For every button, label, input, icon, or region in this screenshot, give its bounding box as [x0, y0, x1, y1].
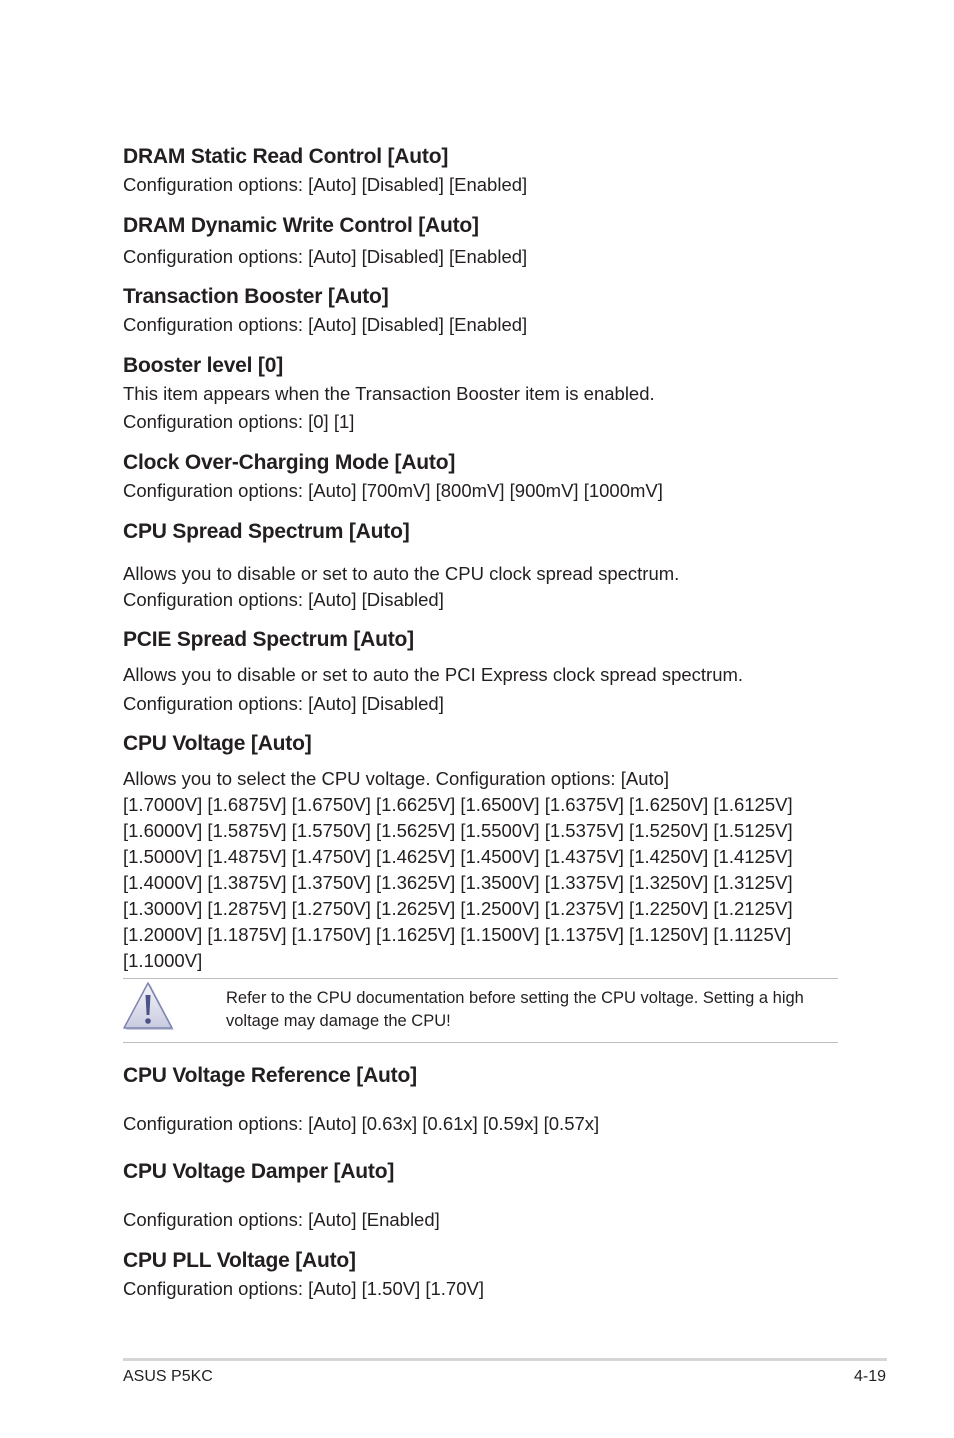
cpu-voltage-line: [1.7000V] [1.6875V] [1.6750V] [1.6625V] [1.6500V] [1.6375V] [1.6250V] [1.6125V] — [123, 794, 793, 815]
section-title-cpu-pll-voltage: CPU PLL Voltage [Auto] — [123, 1249, 356, 1272]
section-title-clock-over-charging: Clock Over-Charging Mode [Auto] — [123, 451, 456, 474]
section-title-cpu-spread-spectrum: CPU Spread Spectrum [Auto] — [123, 520, 410, 543]
caution-note-text — [226, 987, 838, 1033]
cpu-voltage-line: [1.5000V] [1.4875V] [1.4750V] [1.4625V] [1.4500V] [1.4375V] [1.4250V] [1.4125V] — [123, 846, 793, 867]
cpu-voltage-line: [1.4000V] [1.3875V] [1.3750V] [1.3625V] [1.3500V] [1.3375V] [1.3250V] [1.3125V] — [123, 872, 793, 893]
section-title-cpu-voltage-damper: CPU Voltage Damper [Auto] — [123, 1160, 395, 1183]
cpu-voltage-line: [1.2000V] [1.1875V] [1.1750V] [1.1625V] [1.1500V] [1.1375V] [1.1250V] [1.1125V] — [123, 924, 792, 945]
footer-product-name: ASUS P5KC — [123, 1368, 213, 1385]
section-text-cpu-voltage-damper: Configuration options: [Auto] [Enabled] — [123, 1209, 440, 1230]
section-text-dram-static-read: Configuration options: [Auto] [Disabled] [Enabled] — [123, 174, 528, 195]
section-text-dram-dynamic-write: Configuration options: [Auto] [Disabled] [Enabled] — [123, 246, 528, 267]
section-text-transaction-booster: Configuration options: [Auto] [Disabled] [Enabled] — [123, 314, 528, 335]
section-text-pcie-spread-spectrum-2: Configuration options: [Auto] [Disabled] — [123, 693, 444, 714]
section-text-booster-level-1: This item appears when the Transaction Booster item is enabled. — [123, 383, 655, 404]
section-title-dram-dynamic-write: DRAM Dynamic Write Control [Auto] — [123, 214, 479, 237]
section-title-pcie-spread-spectrum: PCIE Spread Spectrum [Auto] — [123, 628, 414, 651]
caution-note — [123, 978, 838, 1043]
section-title-cpu-voltage-reference: CPU Voltage Reference [Auto] — [123, 1064, 417, 1087]
section-text-pcie-spread-spectrum-1: Allows you to disable or set to auto the PCI Express clock spread spectrum. — [123, 664, 744, 685]
section-text-cpu-voltage-reference: Configuration options: [Auto] [0.63x] [0.61x] [0.59x] [0.57x] — [123, 1113, 600, 1134]
cpu-voltage-line: [1.3000V] [1.2875V] [1.2750V] [1.2625V] [1.2500V] [1.2375V] [1.2250V] [1.2125V] — [123, 898, 793, 919]
caution-note-line: voltage may damage the CPU! — [226, 1012, 451, 1030]
cpu-voltage-line: Allows you to select the CPU voltage. Configuration options: [Auto] — [123, 768, 670, 789]
section-title-cpu-voltage: CPU Voltage [Auto] — [123, 732, 312, 755]
section-text-cpu-spread-spectrum-1: Allows you to disable or set to auto the CPU clock spread spectrum. — [123, 563, 680, 584]
section-text-cpu-pll-voltage: Configuration options: [Auto] [1.50V] [1.70V] — [123, 1278, 484, 1299]
footer-page-number: 4-19 — [853, 1368, 886, 1385]
section-text-booster-level-2: Configuration options: [0] [1] — [123, 411, 355, 432]
section-text-clock-over-charging: Configuration options: [Auto] [700mV] [800mV] [900mV] [1000mV] — [123, 480, 663, 501]
section-title-dram-static-read: DRAM Static Read Control [Auto] — [123, 145, 449, 168]
footer-divider — [123, 1358, 887, 1361]
cpu-voltage-line: [1.1000V] — [123, 950, 203, 971]
section-text-cpu-voltage — [123, 766, 838, 974]
warning-triangle-icon — [123, 982, 175, 1032]
section-title-transaction-booster: Transaction Booster [Auto] — [123, 285, 389, 308]
section-title-booster-level: Booster level [0] — [123, 354, 283, 377]
section-text-cpu-spread-spectrum-2: Configuration options: [Auto] [Disabled] — [123, 589, 444, 610]
caution-note-line: Refer to the CPU documentation before setting the CPU voltage. Setting a high — [226, 989, 804, 1007]
cpu-voltage-line: [1.6000V] [1.5875V] [1.5750V] [1.5625V] [1.5500V] [1.5375V] [1.5250V] [1.5125V] — [123, 820, 793, 841]
